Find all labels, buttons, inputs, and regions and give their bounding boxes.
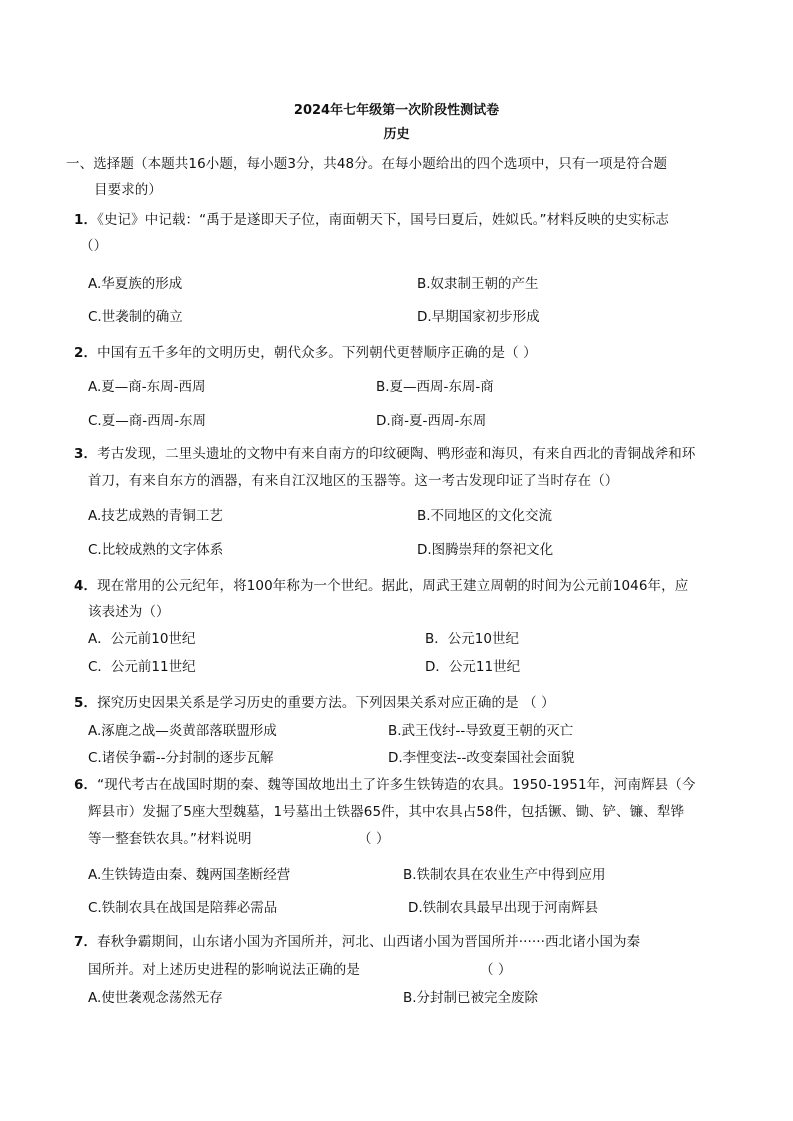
question-5-stem xyxy=(74,691,555,711)
question-number: 7． xyxy=(74,934,98,950)
question-6-blank: （ ） xyxy=(358,831,390,847)
question-5-option-a[interactable]: A.涿鹿之战—炎黄部落联盟形成 xyxy=(88,723,277,739)
question-text: 探究历史因果关系是学习历史的重要方法。下列因果关系对应正确的是 （ ） xyxy=(97,695,555,711)
question-2-option-b[interactable]: B.夏—西周-东周-商 xyxy=(376,379,494,395)
question-text: “现代考古在战国时期的秦、魏等国故地出土了许多生铁铸造的农具。1950-1951年，河南辉县（今 xyxy=(97,777,696,793)
question-1-option-d[interactable]: D.早期国家初步形成 xyxy=(417,309,540,325)
question-number: 3． xyxy=(74,446,98,462)
question-6-option-a[interactable]: A.生铁铸造由秦、魏两国垄断经营 xyxy=(88,867,291,883)
question-6-option-b[interactable]: B.铁制农具在农业生产中得到应用 xyxy=(403,867,606,883)
subject-title: 历史 xyxy=(383,127,410,142)
question-3-option-d[interactable]: D.图腾崇拜的祭祀文化 xyxy=(417,542,554,558)
question-text: 春秋争霸期间，山东诸小国为齐国所并，河北、山西诸小国为晋国所并······西北诸小国为秦 xyxy=(97,934,641,950)
question-number: 4． xyxy=(74,578,98,594)
question-7-stem-cont: 国所并。对上述历史进程的影响说法正确的是 xyxy=(88,962,360,978)
question-3-stem xyxy=(74,442,696,462)
question-3-option-a[interactable]: A.技艺成熟的青铜工艺 xyxy=(88,508,223,524)
question-text: 考古发现，二里头遗址的文物中有来自南方的印纹硬陶、鸭形壶和海贝，有来自西北的青铜战斧和环 xyxy=(97,446,696,462)
question-1-blank: （） xyxy=(80,238,108,254)
question-1-option-b[interactable]: B.奴隶制王朝的产生 xyxy=(417,276,539,292)
question-2-option-a[interactable]: A.夏—商-东周-西周 xyxy=(88,379,206,395)
question-number: 1． xyxy=(74,212,98,228)
question-7-option-a[interactable]: A.使世袭观念荡然无存 xyxy=(88,990,223,1006)
question-4-stem-cont: 该表述为（） xyxy=(88,604,170,620)
section-heading: 一、选择题（本题共16小题，每小题3分，共48分。在每小题给出的四个选项中，只有一项是符合题 xyxy=(66,156,668,172)
question-text: 现在常用的公元纪年，将100年称为一个世纪。据此，周武王建立周朝的时间为公元前1046年，应 xyxy=(97,578,689,594)
question-3-option-b[interactable]: B.不同地区的文化交流 xyxy=(417,508,553,524)
question-4-option-b[interactable]: B．公元10世纪 xyxy=(425,631,519,647)
question-1-stem xyxy=(74,208,669,228)
question-1-option-c[interactable]: C.世袭制的确立 xyxy=(88,309,183,325)
question-7-blank: （ ） xyxy=(480,962,512,978)
question-3-stem-cont: 首刀，有来自东方的酒器，有来自江汉地区的玉器等。这一考古发现印证了当时存在（） xyxy=(88,473,619,489)
question-4-option-a[interactable]: A．公元前10世纪 xyxy=(88,631,196,647)
exam-title: 2024年七年级第一次阶段性测试卷 xyxy=(293,103,500,118)
question-6-stem-cont-2: 等一整套铁农具。”材料说明 xyxy=(88,831,252,847)
question-2-option-d[interactable]: D.商-夏-西周-东周 xyxy=(376,413,487,429)
question-5-option-b[interactable]: B.武王伐纣--导致夏王朝的灭亡 xyxy=(388,723,574,739)
question-text: 中国有五千多年的文明历史，朝代众多。下列朝代更替顺序正确的是（ ） xyxy=(97,345,537,361)
question-6-option-d[interactable]: D.铁制农具最早出现于河南辉县 xyxy=(408,900,599,916)
section-heading-cont: 目要求的） xyxy=(94,182,162,198)
question-1-option-a[interactable]: A.华夏族的形成 xyxy=(88,276,183,292)
question-4-option-d[interactable]: D．公元11世纪 xyxy=(425,659,521,675)
question-text: 《史记》中记载：“禹于是遂即天子位，南面朝天下，国号曰夏后，姓姒氏。”材料反映的史实标志 xyxy=(97,212,669,228)
question-5-option-d[interactable]: D.李悝变法--改变秦国社会面貌 xyxy=(388,750,575,766)
question-6-stem xyxy=(74,773,695,793)
question-2-stem xyxy=(74,341,537,361)
question-7-option-b[interactable]: B.分封制已被完全废除 xyxy=(403,990,539,1006)
question-4-stem xyxy=(74,574,688,594)
question-7-stem xyxy=(74,930,640,950)
question-6-stem-cont: 辉县市）发掘了5座大型魏墓，1号墓出土铁器65件，其中农具占58件，包括镢、锄、铲、镰、犁铧 xyxy=(88,804,685,820)
question-6-option-c[interactable]: C.铁制农具在战国是陪葬必需品 xyxy=(88,900,278,916)
question-2-option-c[interactable]: C.夏—商-西周-东周 xyxy=(88,413,206,429)
question-5-option-c[interactable]: C.诸侯争霸--分封制的逐步瓦解 xyxy=(88,750,274,766)
question-4-option-c[interactable]: C．公元前11世纪 xyxy=(88,659,196,675)
question-number: 2． xyxy=(74,345,98,361)
question-3-option-c[interactable]: C.比较成熟的文字体系 xyxy=(88,542,224,558)
question-number: 5． xyxy=(74,695,98,711)
question-number: 6． xyxy=(74,777,98,793)
